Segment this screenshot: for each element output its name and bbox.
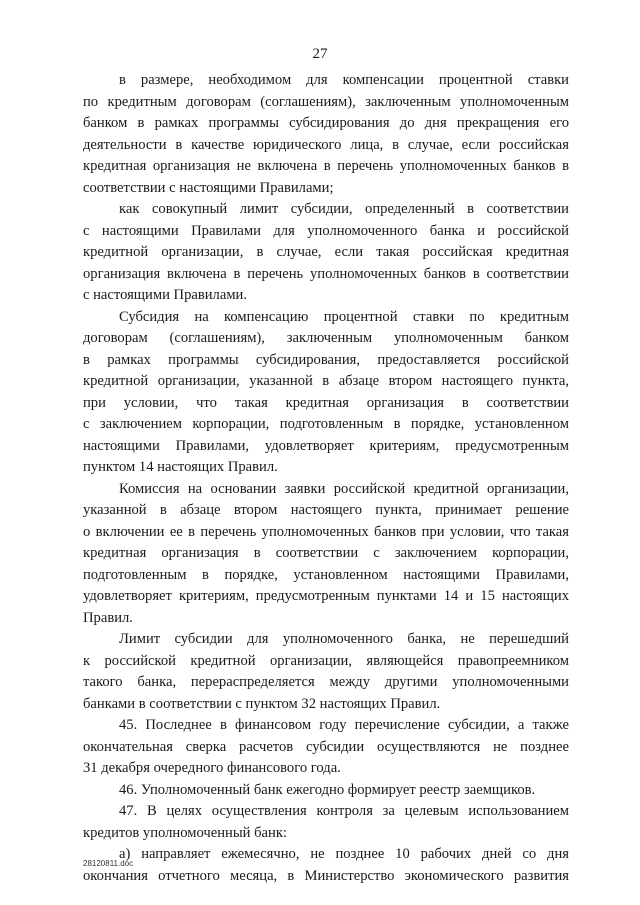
text-line: с настоящими Правилами для уполномоченного банка и российской — [83, 222, 569, 239]
text-line: Субсидия на компенсацию процентной ставки по кредитным — [119, 308, 569, 325]
text-line: деятельности в качестве юридического лица, в случае, если российская — [83, 136, 569, 153]
text-line: пунктом 14 настоящих Правил. — [83, 459, 278, 475]
text-line: с заключением корпорации, подготовленным в порядке, установленном — [83, 416, 569, 432]
text-line: окончательная сверка расчетов субсидии осуществляются не позднее — [83, 738, 569, 755]
text-line: как совокупный лимит субсидии, определенный в соответствии — [119, 201, 569, 217]
text-line: соответствии с настоящими Правилами; — [83, 179, 334, 196]
text-line: кредитная организация не включена в перечень уполномоченных банков в — [83, 158, 569, 174]
text-line: кредитов уполномоченный банк: — [83, 824, 287, 841]
footer-filename: 28120811.doc — [83, 859, 134, 868]
text-line: Комиссия на основании заявки российской кредитной организации, — [119, 480, 569, 497]
text-line: кредитная организация в соответствии с заключением корпорации, — [83, 545, 569, 561]
text-line: а) направляет ежемесячно, не позднее 10 рабочих дней со дня — [119, 846, 569, 862]
text-line: настоящими Правилами, удовлетворяет критериям, предусмотренным — [83, 437, 569, 454]
text-line: банком в рамках программы субсидирования до дня прекращения его — [83, 115, 569, 131]
text-line: организация включена в перечень уполномоченных банков в соответствии — [83, 265, 569, 282]
text-line: договорам (соглашениям), заключенным уполномоченным банком — [83, 330, 569, 346]
text-line: окончания отчетного месяца, в Министерство экономического развития — [83, 867, 569, 884]
text-line: к российской кредитной организации, являющейся правопреемником — [83, 652, 569, 669]
text-line: 31 декабря очередного финансового года. — [83, 760, 341, 776]
text-line: с настоящими Правилами. — [83, 287, 248, 303]
text-line: Лимит субсидии для уполномоченного банка, не перешедший — [119, 631, 569, 647]
text-line: такого банка, перераспределяется между другими уполномоченными — [83, 674, 569, 690]
text-line: о включении ее в перечень уполномоченных банков при условии, что такая — [83, 523, 569, 540]
text-line: Правил. — [83, 609, 133, 626]
text-line: кредитной организации, в случае, если такая российская кредитная — [83, 244, 569, 260]
text-line: кредитной организации, указанной в абзаце втором настоящего пункта, — [83, 373, 569, 389]
text-line: указанной в абзаце втором настоящего пункта, принимает решение — [83, 502, 569, 518]
text-line: подготовленным в порядке, установленном настоящими Правилами, — [83, 566, 569, 583]
body-text — [83, 70, 569, 887]
text-line: 45. Последнее в финансовом году перечисление субсидии, а также — [119, 717, 569, 733]
text-line: банками в соответствии с пунктом 32 настоящих Правил. — [83, 695, 441, 712]
text-line: в размере, необходимом для компенсации процентной ставки — [119, 72, 569, 88]
page-number: 27 — [312, 46, 328, 62]
text-line: при условии, что такая кредитная организация в соответствии — [83, 394, 569, 411]
text-line: по кредитным договорам (соглашениям), заключенным уполномоченным — [83, 93, 569, 110]
text-line: 47. В целях осуществления контроля за целевым использованием — [119, 803, 569, 819]
text-line: 46. Уполномоченный банк ежегодно формирует реестр заемщиков. — [119, 781, 536, 798]
text-line: удовлетворяет критериям, предусмотренным пунктами 14 и 15 настоящих — [83, 588, 569, 604]
text-line: в рамках программы субсидирования, предоставляется российской — [83, 351, 569, 368]
